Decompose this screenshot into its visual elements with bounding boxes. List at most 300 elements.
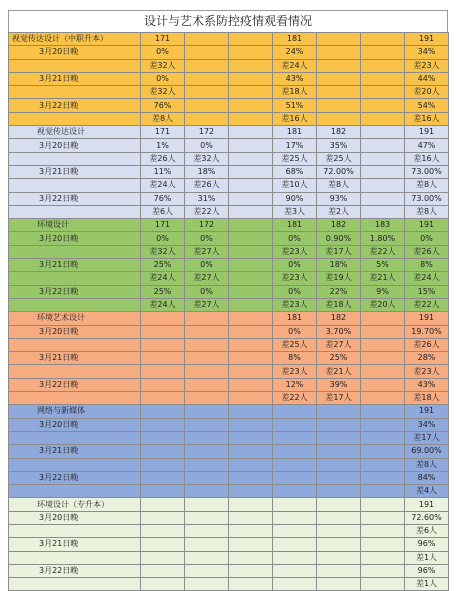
value-cell <box>317 72 361 85</box>
table-row <box>9 232 449 245</box>
table-row <box>9 392 449 405</box>
value-cell <box>141 511 185 524</box>
value-cell: 差25人 <box>273 152 317 165</box>
value-cell <box>229 538 273 551</box>
value-cell: 差20人 <box>405 86 449 99</box>
value-cell <box>141 498 185 511</box>
value-cell: 0.90% <box>317 232 361 245</box>
value-cell <box>229 259 273 272</box>
value-cell: 差22人 <box>185 205 229 218</box>
value-cell <box>185 378 229 391</box>
value-cell: 182 <box>317 126 361 139</box>
value-cell: 9% <box>361 285 405 298</box>
value-cell <box>229 338 273 351</box>
value-cell: 182 <box>317 219 361 232</box>
value-cell <box>273 578 317 591</box>
value-cell <box>185 405 229 418</box>
value-cell <box>317 538 361 551</box>
date-cell: 3月22日晚 <box>9 285 141 298</box>
value-cell <box>229 325 273 338</box>
table-row <box>9 511 449 524</box>
value-cell <box>317 86 361 99</box>
value-cell <box>317 485 361 498</box>
date-cell <box>9 338 141 351</box>
value-cell <box>361 405 405 418</box>
value-cell: 差1人 <box>405 551 449 564</box>
value-cell: 182 <box>317 312 361 325</box>
value-cell <box>229 352 273 365</box>
section-header-row <box>9 126 449 139</box>
value-cell: 171 <box>141 126 185 139</box>
date-cell: 3月22日晚 <box>9 471 141 484</box>
value-cell: 0% <box>141 72 185 85</box>
value-cell <box>229 365 273 378</box>
value-cell <box>229 33 273 46</box>
date-cell <box>9 458 141 471</box>
value-cell <box>273 445 317 458</box>
value-cell <box>361 99 405 112</box>
value-cell <box>361 59 405 72</box>
date-cell <box>9 59 141 72</box>
value-cell: 差16人 <box>405 112 449 125</box>
value-cell <box>229 59 273 72</box>
value-cell: 0% <box>141 46 185 59</box>
value-cell: 差21人 <box>317 365 361 378</box>
value-cell <box>273 564 317 577</box>
value-cell: 0% <box>141 232 185 245</box>
value-cell <box>361 72 405 85</box>
table-row <box>9 86 449 99</box>
value-cell <box>141 392 185 405</box>
value-cell: 差18人 <box>405 392 449 405</box>
value-cell <box>185 112 229 125</box>
value-cell: 差8人 <box>317 179 361 192</box>
value-cell: 15% <box>405 285 449 298</box>
date-cell <box>9 205 141 218</box>
value-cell: 8% <box>405 259 449 272</box>
value-cell <box>141 312 185 325</box>
value-cell <box>185 564 229 577</box>
value-cell: 191 <box>405 405 449 418</box>
date-cell: 3月22日晚 <box>9 99 141 112</box>
value-cell: 73.00% <box>405 192 449 205</box>
value-cell: 172 <box>185 126 229 139</box>
value-cell: 72.60% <box>405 511 449 524</box>
table-row <box>9 285 449 298</box>
value-cell: 差8人 <box>405 458 449 471</box>
value-cell <box>141 418 185 431</box>
value-cell <box>229 99 273 112</box>
value-cell: 68% <box>273 165 317 178</box>
value-cell <box>317 46 361 59</box>
value-cell <box>361 352 405 365</box>
value-cell <box>229 298 273 311</box>
value-cell <box>141 352 185 365</box>
table-row <box>9 471 449 484</box>
value-cell: 差22人 <box>273 392 317 405</box>
value-cell <box>361 152 405 165</box>
value-cell <box>273 551 317 564</box>
value-cell <box>229 139 273 152</box>
value-cell: 35% <box>317 139 361 152</box>
value-cell <box>229 471 273 484</box>
value-cell <box>229 485 273 498</box>
value-cell <box>229 179 273 192</box>
value-cell <box>361 179 405 192</box>
value-cell <box>229 219 273 232</box>
value-cell <box>317 564 361 577</box>
date-cell: 3月21日晚 <box>9 72 141 85</box>
value-cell: 差27人 <box>185 298 229 311</box>
section-header-row <box>9 498 449 511</box>
value-cell: 差26人 <box>405 338 449 351</box>
value-cell: 31% <box>185 192 229 205</box>
date-cell: 3月21日晚 <box>9 352 141 365</box>
value-cell <box>229 245 273 258</box>
value-cell: 24% <box>273 46 317 59</box>
value-cell <box>317 498 361 511</box>
table-row <box>9 524 449 537</box>
value-cell <box>229 165 273 178</box>
value-cell: 191 <box>405 312 449 325</box>
value-cell <box>273 485 317 498</box>
value-cell: 0% <box>185 139 229 152</box>
value-cell <box>185 99 229 112</box>
value-cell: 差27人 <box>185 245 229 258</box>
value-cell: 191 <box>405 219 449 232</box>
table-row <box>9 298 449 311</box>
value-cell <box>141 405 185 418</box>
date-cell <box>9 551 141 564</box>
value-cell: 差8人 <box>405 179 449 192</box>
value-cell: 差20人 <box>361 298 405 311</box>
value-cell <box>229 192 273 205</box>
value-cell <box>361 538 405 551</box>
table-row <box>9 325 449 338</box>
value-cell: 差25人 <box>317 152 361 165</box>
value-cell: 181 <box>273 312 317 325</box>
value-cell: 差23人 <box>273 298 317 311</box>
value-cell <box>317 471 361 484</box>
value-cell: 差32人 <box>185 152 229 165</box>
value-cell: 差24人 <box>141 179 185 192</box>
table-row <box>9 365 449 378</box>
value-cell: 差23人 <box>273 272 317 285</box>
value-cell: 1% <box>141 139 185 152</box>
value-cell <box>185 511 229 524</box>
value-cell <box>229 312 273 325</box>
value-cell <box>229 418 273 431</box>
value-cell: 18% <box>185 165 229 178</box>
value-cell: 差2人 <box>317 205 361 218</box>
section-header-row <box>9 312 449 325</box>
section-name-cell: 环境艺术设计 <box>9 312 141 325</box>
date-cell <box>9 298 141 311</box>
table-row <box>9 139 449 152</box>
value-cell: 5% <box>361 259 405 272</box>
value-cell <box>185 578 229 591</box>
value-cell: 0% <box>185 232 229 245</box>
date-cell: 3月22日晚 <box>9 192 141 205</box>
value-cell: 差16人 <box>273 112 317 125</box>
value-cell <box>361 139 405 152</box>
value-cell <box>273 511 317 524</box>
value-cell: 差23人 <box>273 245 317 258</box>
value-cell <box>185 352 229 365</box>
section-header-row <box>9 405 449 418</box>
value-cell: 差17人 <box>405 431 449 444</box>
value-cell: 43% <box>273 72 317 85</box>
value-cell <box>361 511 405 524</box>
value-cell: 差23人 <box>273 365 317 378</box>
value-cell: 1.80% <box>361 232 405 245</box>
value-cell <box>185 551 229 564</box>
value-cell <box>185 485 229 498</box>
date-cell: 3月22日晚 <box>9 378 141 391</box>
value-cell <box>141 378 185 391</box>
value-cell <box>361 86 405 99</box>
value-cell <box>361 445 405 458</box>
value-cell <box>361 578 405 591</box>
value-cell <box>229 378 273 391</box>
value-cell: 差18人 <box>317 298 361 311</box>
value-cell <box>361 418 405 431</box>
value-cell: 差32人 <box>141 245 185 258</box>
value-cell: 93% <box>317 192 361 205</box>
value-cell: 差21人 <box>361 272 405 285</box>
value-cell <box>185 498 229 511</box>
value-cell <box>273 538 317 551</box>
value-cell <box>317 458 361 471</box>
value-cell: 差22人 <box>405 298 449 311</box>
value-cell: 0% <box>273 232 317 245</box>
value-cell: 25% <box>141 259 185 272</box>
table-row <box>9 99 449 112</box>
table-body <box>9 33 449 591</box>
value-cell: 19.70% <box>405 325 449 338</box>
value-cell <box>361 33 405 46</box>
value-cell <box>273 498 317 511</box>
section-name-cell: 环境设计 <box>9 219 141 232</box>
table-row <box>9 272 449 285</box>
table-row <box>9 578 449 591</box>
value-cell <box>361 192 405 205</box>
value-cell <box>229 564 273 577</box>
value-cell: 差24人 <box>141 298 185 311</box>
value-cell <box>185 59 229 72</box>
table-row <box>9 152 449 165</box>
value-cell <box>141 578 185 591</box>
date-cell <box>9 524 141 537</box>
value-cell: 191 <box>405 126 449 139</box>
table-row <box>9 72 449 85</box>
value-cell: 11% <box>141 165 185 178</box>
value-cell: 44% <box>405 72 449 85</box>
value-cell <box>229 46 273 59</box>
value-cell <box>141 564 185 577</box>
value-cell <box>141 458 185 471</box>
value-cell <box>229 205 273 218</box>
date-cell <box>9 272 141 285</box>
value-cell: 191 <box>405 33 449 46</box>
value-cell: 171 <box>141 219 185 232</box>
value-cell: 差3人 <box>273 205 317 218</box>
value-cell: 183 <box>361 219 405 232</box>
value-cell <box>229 126 273 139</box>
value-cell: 47% <box>405 139 449 152</box>
value-cell <box>141 338 185 351</box>
value-cell: 76% <box>141 99 185 112</box>
value-cell <box>185 86 229 99</box>
value-cell: 28% <box>405 352 449 365</box>
value-cell: 差8人 <box>405 205 449 218</box>
value-cell <box>185 312 229 325</box>
value-cell <box>273 524 317 537</box>
value-cell: 25% <box>317 352 361 365</box>
table-row <box>9 352 449 365</box>
value-cell: 172 <box>185 219 229 232</box>
value-cell <box>141 471 185 484</box>
table-row <box>9 259 449 272</box>
value-cell <box>229 152 273 165</box>
value-cell <box>317 33 361 46</box>
value-cell <box>273 431 317 444</box>
value-cell: 差17人 <box>317 245 361 258</box>
table-row <box>9 538 449 551</box>
date-cell: 3月20日晚 <box>9 46 141 59</box>
value-cell <box>185 524 229 537</box>
table-row <box>9 418 449 431</box>
value-cell <box>229 72 273 85</box>
date-cell: 3月21日晚 <box>9 445 141 458</box>
table-row <box>9 378 449 391</box>
value-cell: 差23人 <box>405 365 449 378</box>
value-cell: 17% <box>273 139 317 152</box>
value-cell <box>141 551 185 564</box>
value-cell <box>361 458 405 471</box>
value-cell: 差32人 <box>141 59 185 72</box>
value-cell: 差18人 <box>273 86 317 99</box>
value-cell: 90% <box>273 192 317 205</box>
table-row <box>9 485 449 498</box>
table-row <box>9 431 449 444</box>
value-cell: 18% <box>317 259 361 272</box>
value-cell: 34% <box>405 418 449 431</box>
table-row <box>9 165 449 178</box>
value-cell <box>317 59 361 72</box>
value-cell: 96% <box>405 564 449 577</box>
value-cell <box>229 272 273 285</box>
value-cell <box>229 405 273 418</box>
value-cell: 191 <box>405 498 449 511</box>
value-cell <box>229 86 273 99</box>
value-cell: 171 <box>141 33 185 46</box>
value-cell: 0% <box>185 259 229 272</box>
date-cell <box>9 365 141 378</box>
section-name-cell: 视觉传达设计（中职升本） <box>9 33 141 46</box>
value-cell <box>229 392 273 405</box>
value-cell: 25% <box>141 285 185 298</box>
value-cell: 43% <box>405 378 449 391</box>
value-cell <box>361 312 405 325</box>
value-cell: 差27人 <box>317 338 361 351</box>
spreadsheet <box>8 10 448 591</box>
value-cell: 差22人 <box>361 245 405 258</box>
value-cell: 差6人 <box>405 524 449 537</box>
value-cell <box>229 232 273 245</box>
value-cell <box>361 471 405 484</box>
value-cell: 84% <box>405 471 449 484</box>
value-cell: 差27人 <box>185 272 229 285</box>
value-cell <box>185 418 229 431</box>
date-cell <box>9 86 141 99</box>
value-cell <box>273 405 317 418</box>
value-cell <box>317 112 361 125</box>
date-cell: 3月20日晚 <box>9 511 141 524</box>
table-row <box>9 245 449 258</box>
value-cell <box>361 338 405 351</box>
date-cell: 3月20日晚 <box>9 325 141 338</box>
value-cell: 0% <box>185 285 229 298</box>
value-cell <box>317 511 361 524</box>
value-cell <box>229 458 273 471</box>
table-row <box>9 192 449 205</box>
sheet-title: 设计与艺术系防控疫情观看情况 <box>8 10 448 32</box>
value-cell: 12% <box>273 378 317 391</box>
value-cell <box>361 498 405 511</box>
value-cell <box>185 33 229 46</box>
value-cell <box>185 392 229 405</box>
section-header-row <box>9 219 449 232</box>
date-cell <box>9 431 141 444</box>
value-cell <box>361 165 405 178</box>
value-cell <box>185 445 229 458</box>
value-cell <box>229 511 273 524</box>
value-cell <box>229 551 273 564</box>
value-cell <box>185 338 229 351</box>
date-cell: 3月20日晚 <box>9 418 141 431</box>
value-cell: 0% <box>273 259 317 272</box>
attendance-table <box>8 32 449 591</box>
table-row <box>9 112 449 125</box>
value-cell <box>361 365 405 378</box>
date-cell: 3月20日晚 <box>9 232 141 245</box>
value-cell: 差24人 <box>405 272 449 285</box>
value-cell: 差32人 <box>141 86 185 99</box>
value-cell: 差19人 <box>317 272 361 285</box>
value-cell: 0% <box>273 325 317 338</box>
date-cell: 3月21日晚 <box>9 259 141 272</box>
value-cell <box>361 325 405 338</box>
value-cell <box>185 538 229 551</box>
table-row <box>9 338 449 351</box>
value-cell <box>185 458 229 471</box>
value-cell <box>361 112 405 125</box>
value-cell: 差4人 <box>405 485 449 498</box>
value-cell <box>317 99 361 112</box>
value-cell <box>317 418 361 431</box>
value-cell: 69.00% <box>405 445 449 458</box>
value-cell: 34% <box>405 46 449 59</box>
value-cell <box>141 431 185 444</box>
date-cell <box>9 392 141 405</box>
table-row <box>9 205 449 218</box>
value-cell <box>361 392 405 405</box>
value-cell <box>317 445 361 458</box>
value-cell <box>317 524 361 537</box>
value-cell: 3.70% <box>317 325 361 338</box>
table-row <box>9 458 449 471</box>
